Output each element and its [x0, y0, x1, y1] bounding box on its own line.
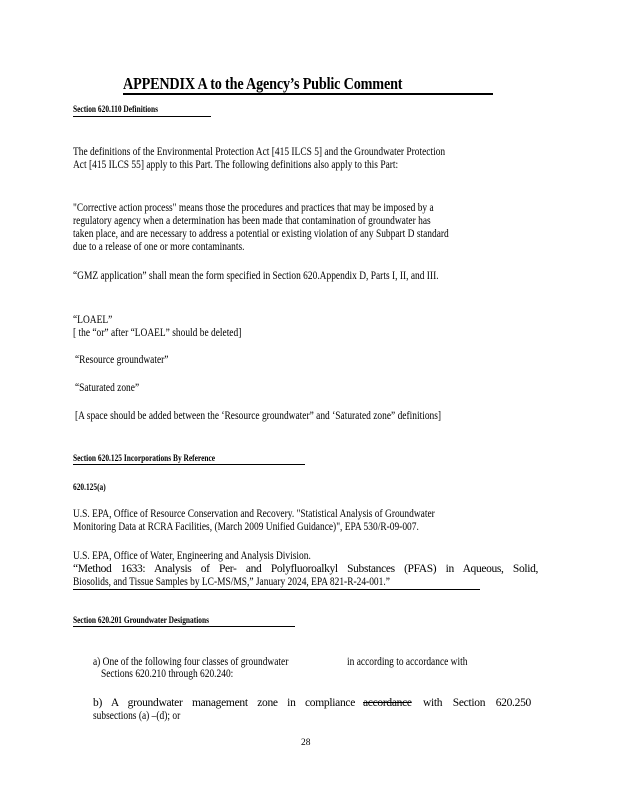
cap-def-line-4: due to a release of one or more contaminants.: [73, 241, 245, 253]
cap-def-line-3: taken place, and are necessary to address a potential or existing violation of any Subpart D standard: [73, 228, 449, 240]
gmz-def: “GMZ application” shall mean the form specified in Section 620.Appendix D, Parts I, II, and III.: [73, 270, 439, 282]
page-number: 28: [301, 738, 311, 748]
space-note: [A space should be added between the ‘Resource groundwater” and ‘Saturated zone” definitions]: [75, 410, 442, 422]
epa-ref-1-line-1: U.S. EPA, Office of Resource Conservation and Recovery. "Statistical Analysis of Groundwater: [73, 508, 435, 520]
section-620-110-heading: Section 620.110 Definitions: [73, 105, 159, 115]
item-b-line-2: subsections (a) –(d); or: [93, 710, 181, 722]
section-620-125-heading: Section 620.125 Incorporations By Reference: [73, 454, 216, 464]
cap-def-line-2: regulatory agency when a determination has been made that contamination of groundwater has: [73, 215, 431, 227]
section-620-201-heading: Section 620.201 Groundwater Designations: [73, 616, 210, 626]
loael-note: [ the “or” after “LOAEL” should be deleted]: [73, 327, 242, 339]
item-b-struck-word: accordance: [363, 697, 412, 709]
defs-intro-line-2: Act [415 ILCS 55] apply to this Part. The following definitions also apply to this Part:: [73, 159, 399, 171]
epa-ref-2-underline: [73, 589, 480, 590]
section-620-125-underline: [73, 464, 305, 465]
subsection-620-125a: 620.125(a): [73, 483, 106, 493]
saturated-zone-term: “Saturated zone”: [75, 382, 140, 394]
epa-ref-2-line-1: U.S. EPA, Office of Water, Engineering and Analysis Division.: [73, 550, 311, 562]
item-a-line-1-part-1: a) One of the following four classes of groundwater: [93, 656, 289, 668]
epa-ref-2-line-3: Biosolids, and Tissue Samples by LC-MS/MS,” January 2024, EPA 821-R-24-001.”: [73, 576, 390, 588]
item-b-line-1: [93, 697, 539, 710]
epa-ref-2-line-2: [73, 563, 538, 576]
page-title: APPENDIX A to the Agency’s Public Comment: [123, 74, 403, 93]
section-620-201-underline: [73, 626, 295, 627]
item-a-line-1-part-2: in according to accordance with: [347, 656, 468, 668]
cap-def-line-1: "Corrective action process" means those the procedures and practices that may be imposed by a: [73, 202, 434, 214]
item-b-text-2: with Section 620.250: [423, 697, 531, 709]
loael-term: “LOAEL”: [73, 314, 113, 326]
epa-ref-2-line-2-text: “Method 1633: Analysis of Per- and Polyfluoroalkyl Substances (PFAS) in Aqueous, Solid,: [73, 563, 538, 575]
item-a-line-2: Sections 620.210 through 620.240:: [101, 668, 234, 680]
epa-ref-1-line-2: Monitoring Data at RCRA Facilities, (March 2009 Unified Guidance)", EPA 530/R-09-007.: [73, 521, 419, 533]
item-b-text-1: b) A groundwater management zone in compliance: [93, 697, 355, 709]
defs-intro-line-1: The definitions of the Environmental Protection Act [415 ILCS 5] and the Groundwater Protection: [73, 146, 446, 158]
section-620-110-underline: [73, 116, 211, 117]
resource-groundwater-term: “Resource groundwater”: [75, 354, 169, 366]
title-underline: [123, 93, 493, 95]
